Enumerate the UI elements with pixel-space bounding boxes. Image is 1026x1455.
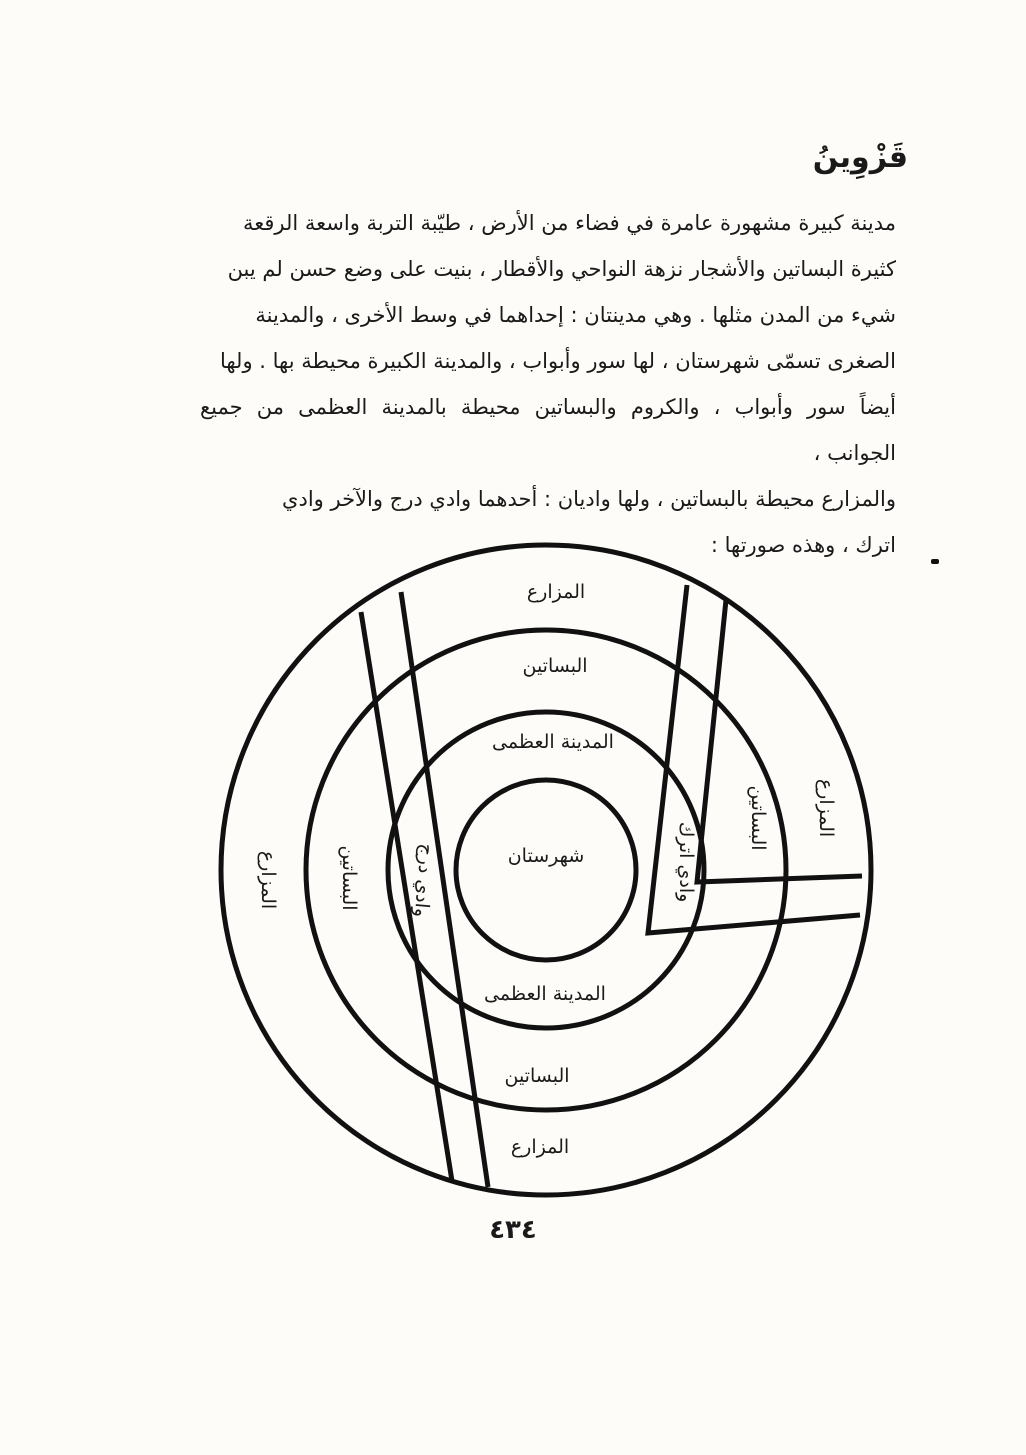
label-farms-top: المزارع [526, 581, 586, 603]
label-great-city-top: المدينة العظمى [492, 731, 614, 753]
label-gardens-right: البساتين [747, 785, 769, 851]
text-line: كثيرة البساتين والأشجار نزهة النواحي والأقطار ، بنيت على وضع حسن لم يبن [227, 257, 896, 281]
label-great-city-bottom: المدينة العظمى [484, 983, 606, 1005]
text-line: الصغرى تسمّى شهرستان ، لها سور وأبواب ، والمدينة الكبيرة محيطة بها . ولها [219, 349, 896, 373]
diagram-labels [257, 581, 837, 1158]
label-shahrestan: شهرستان [507, 845, 585, 867]
label-farms-left: المزارع [257, 850, 279, 910]
text-line: والمزارع محيطة بالبساتين ، ولها واديان : أحدهما وادي درج والآخر وادي [282, 487, 896, 511]
label-farms-right: المزارع [815, 778, 837, 838]
label-gardens-left: البساتين [338, 845, 360, 911]
page-title: قَزْوِينُ [812, 140, 908, 175]
label-valley-atrak: وادي اترك [675, 821, 697, 903]
valley-darj-left-bank [361, 612, 452, 1181]
text-line: أيضاً سور وأبواب ، والكروم والبساتين محيطة بالمدينة العظمى من جميع الجوانب ، [200, 395, 896, 465]
text-line: شيء من المدن مثلها . وهي مدينتان : إحداهما في وسط الأخرى ، والمدينة [255, 303, 896, 327]
label-valley-darj: وادي درج [409, 842, 439, 919]
shahrestan-ring [456, 780, 636, 960]
text-line: اترك ، وهذه صورتها : [710, 533, 896, 557]
outer-ring [221, 545, 871, 1195]
page-number: ٤٣٤ [489, 1215, 537, 1245]
label-gardens-top: البساتين [522, 655, 588, 677]
label-gardens-bottom: البساتين [504, 1065, 570, 1087]
label-farms-bottom: المزارع [510, 1136, 570, 1158]
text-line: مدينة كبيرة مشهورة عامرة في فضاء من الأرض ، طيّبة التربة واسعة الرقعة [242, 211, 896, 235]
